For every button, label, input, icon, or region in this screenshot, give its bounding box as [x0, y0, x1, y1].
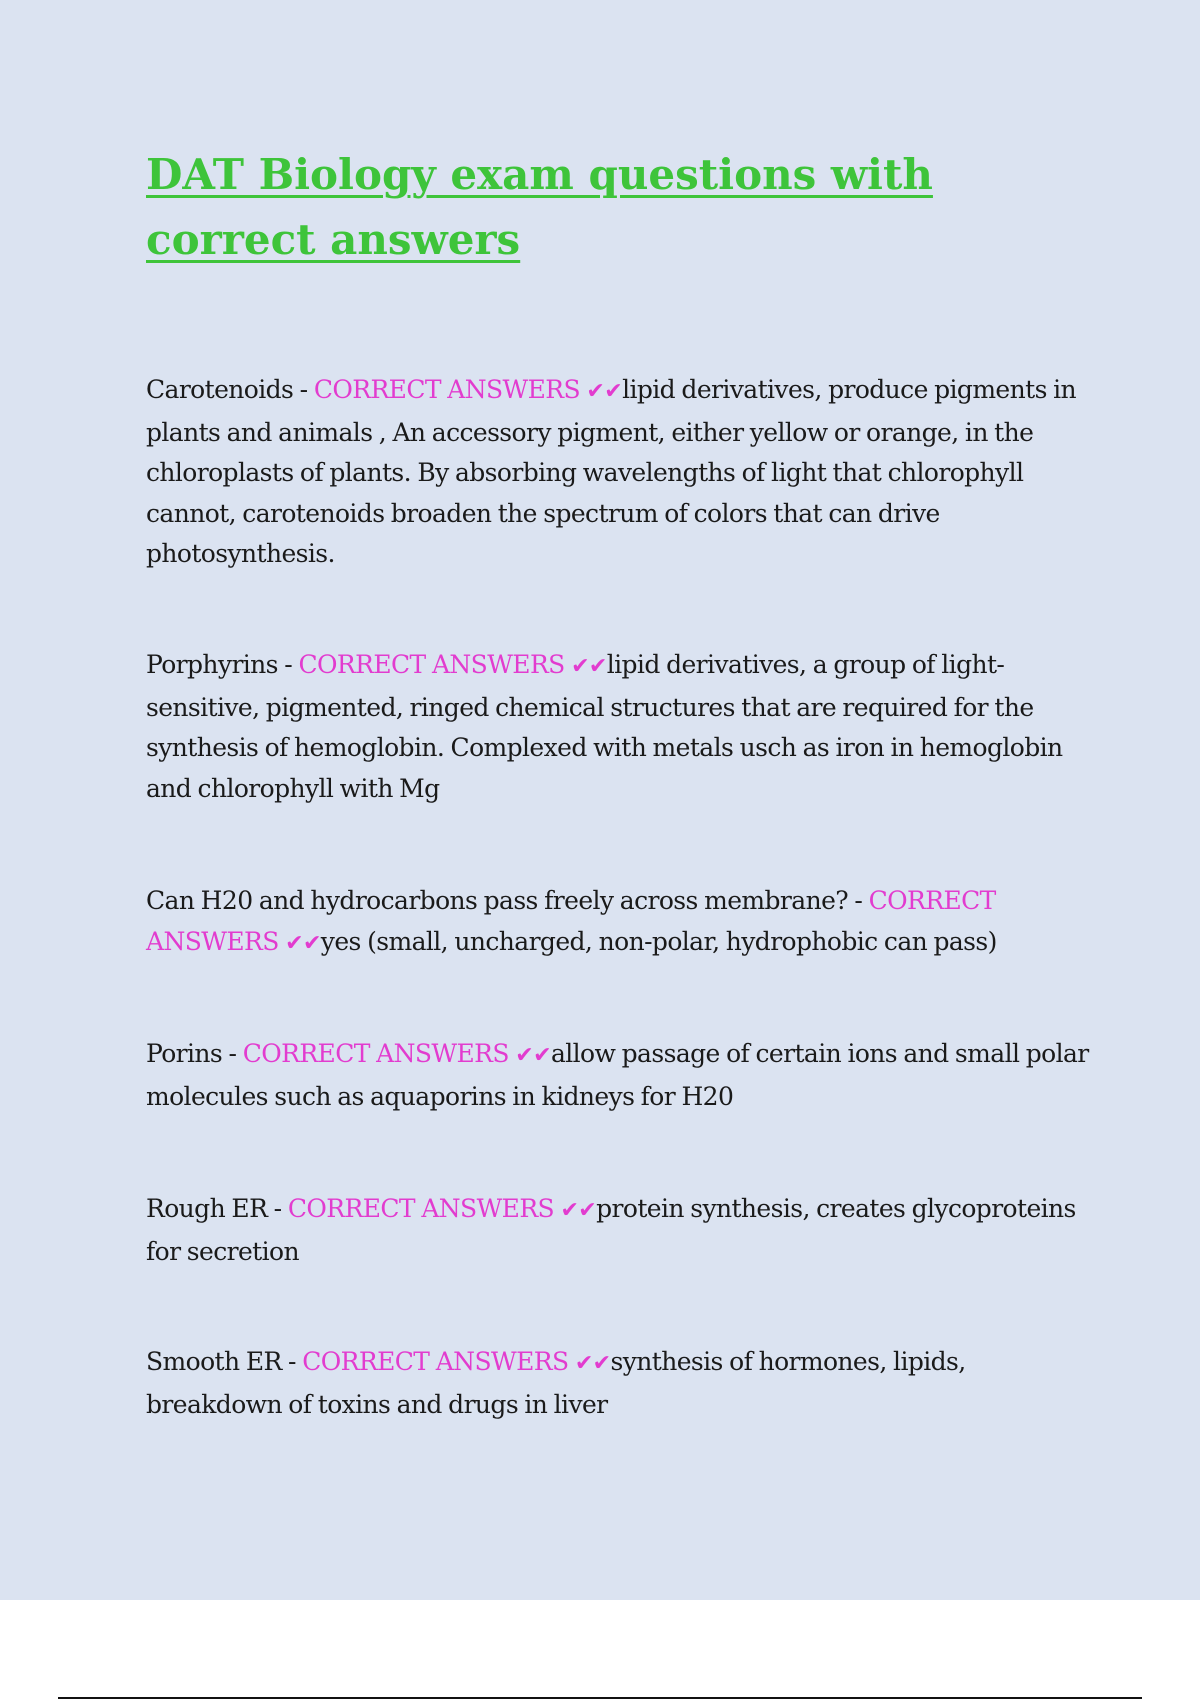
double-check-icon: ✔✔	[574, 1351, 611, 1376]
correct-answers-label: CORRECT ANSWERS	[287, 1194, 555, 1223]
correct-answers-label: CORRECT ANSWERS	[313, 375, 581, 404]
double-check-icon: ✔✔	[515, 1043, 551, 1068]
answer-text: lipid derivatives, a group of light-sensitive, pigmented, ringed chemical structures that are required for the synthesis of hemoglobin. Complexed with metals usch as iron in hemoglobin and chlorophyll with Mg	[146, 650, 1063, 803]
correct-answers-label: CORRECT ANSWERS	[298, 650, 565, 679]
answer-text: allow passage of certain ions and small polar molecules such as aquaporins in kidneys for H20	[146, 1039, 1089, 1111]
answer-text: yes (small, uncharged, non-polar, hydrophobic can pass)	[320, 926, 997, 956]
question-term: Porins	[146, 1039, 223, 1068]
answer-text: synthesis of hormones, lipids, breakdown of toxins and drugs in liver	[146, 1347, 966, 1419]
qa-item-membrane: Can H20 and hydrocarbons pass freely across membrane? - CORRECT ANSWERS ✔✔yes (small, uncharged, non-polar, hydrophobic can pass)	[146, 886, 997, 956]
correct-answers-label: CORRECT ANSWERS	[302, 1347, 569, 1376]
correct-answers-label: CORRECT ANSWERS	[242, 1039, 509, 1068]
correct-answers-label: CORRECT ANSWERS	[146, 886, 996, 956]
double-check-icon: ✔✔	[586, 379, 623, 404]
qa-item-porphyrins: Porphyrins - CORRECT ANSWERS ✔✔lipid derivatives, a group of light-sensitive, pigmented, ringed chemical structures that are required for the synthesis of hemoglobin. Complexed with metals usch as iron in hemoglobin and chlorophyll with Mg	[146, 650, 1063, 803]
question-term: Carotenoids	[146, 375, 294, 404]
qa-item-rough-er: Rough ER - CORRECT ANSWERS ✔✔protein synthesis, creates glycoproteins for secretion	[146, 1194, 1076, 1266]
double-check-icon: ✔✔	[571, 654, 607, 679]
answer-text: lipid derivatives, produce pigments in plants and animals , An accessory pigment, either yellow or orange, in the chloroplasts of plants. By absorbing wavelengths of light that chlorophyll cannot, carotenoids broaden the spectrum of colors that can drive photosynthesis.	[146, 375, 1077, 568]
question-term: Can H20 and hydrocarbons pass freely across membrane?	[146, 886, 849, 915]
qa-item-carotenoids: Carotenoids - CORRECT ANSWERS ✔✔lipid derivatives, produce pigments in plants and animals , An accessory pigment, either yellow or orange, in the chloroplasts of plants. By absorbing wavelengths of light that chlorophyll cannot, carotenoids broaden the spectrum of colors that can drive photosynthesis.	[146, 375, 1077, 568]
qa-item-smooth-er: Smooth ER - CORRECT ANSWERS ✔✔synthesis of hormones, lipids, breakdown of toxins and drugs in liver	[146, 1347, 966, 1419]
question-term: Smooth ER	[146, 1347, 282, 1376]
double-check-icon: ✔✔	[560, 1198, 597, 1223]
document-title: DAT Biology exam questions with correct answers	[146, 150, 933, 264]
footer-divider	[58, 1697, 1142, 1699]
question-term: Rough ER	[146, 1194, 268, 1223]
double-check-icon: ✔✔	[285, 930, 321, 956]
qa-item-porins: Porins - CORRECT ANSWERS ✔✔allow passage of certain ions and small polar molecules such as aquaporins in kidneys for H20	[146, 1039, 1089, 1111]
question-term: Porphyrins	[146, 650, 278, 679]
answer-text: protein synthesis, creates glycoproteins for secretion	[146, 1194, 1076, 1266]
